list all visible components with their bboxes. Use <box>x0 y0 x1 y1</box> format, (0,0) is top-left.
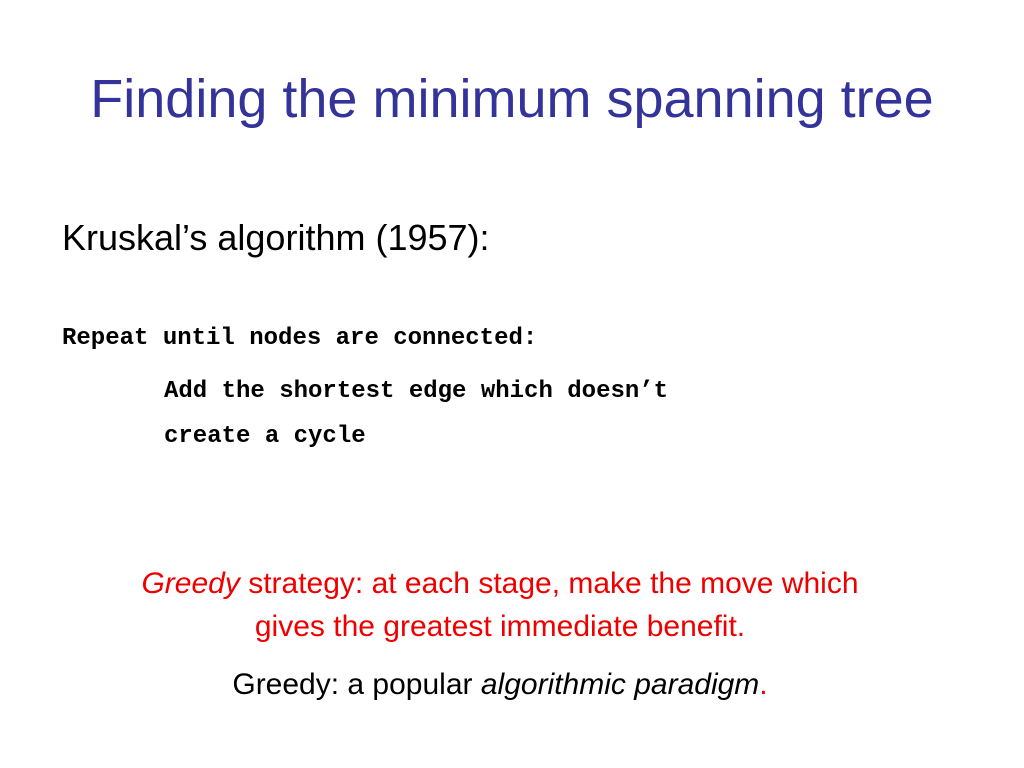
pseudocode-line-3: create a cycle <box>164 423 366 450</box>
greedy-definition-line-1 <box>0 562 1000 605</box>
greedy-emphasis: Greedy <box>141 567 240 600</box>
greedy-definition-line-2: gives the greatest immediate benefit. <box>254 610 746 643</box>
pseudocode-line-2: Add the shortest edge which doesn’t <box>164 378 669 405</box>
pseudocode-line-1: Repeat until nodes are connected: <box>62 325 538 352</box>
algorithm-heading: Kruskal’s algorithm (1957): <box>62 217 490 258</box>
paradigm-emphasis: algorithmic paradigm <box>480 668 760 701</box>
greedy-definition <box>0 562 1000 648</box>
greedy-definition-rest: strategy: at each stage, make the move which <box>239 567 859 600</box>
paradigm-statement <box>0 665 1000 705</box>
paradigm-prefix: Greedy: a popular <box>232 668 481 701</box>
slide-title: Finding the minimum spanning tree <box>90 69 934 129</box>
paradigm-period: . <box>759 668 768 701</box>
